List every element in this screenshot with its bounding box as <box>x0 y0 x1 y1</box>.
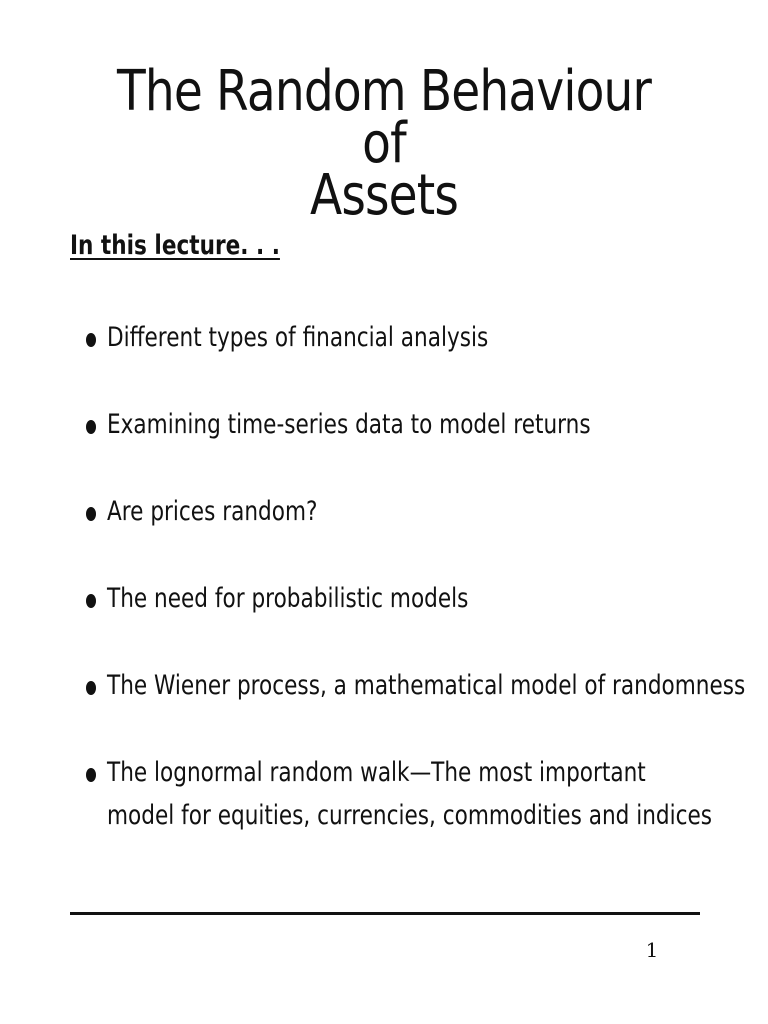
page-title <box>95 59 673 228</box>
bullet-dot-icon <box>86 333 96 347</box>
list-item <box>86 403 726 490</box>
section-heading: In this lecture. . . <box>70 230 280 261</box>
bullet-dot-icon <box>86 768 96 782</box>
page-number: 1 <box>645 938 659 962</box>
bullet-dot-icon <box>86 681 96 695</box>
lecture-topics-list <box>86 316 746 851</box>
list-item-text: Are prices random? <box>107 496 318 527</box>
bullet-dot-icon <box>86 594 96 608</box>
list-item-text: The lognormal random walk—The most important model for equities, currencies, commodities and indices <box>107 757 713 831</box>
list-item-text: The need for probabilistic models <box>107 583 469 614</box>
list-item <box>86 664 746 751</box>
list-item <box>86 316 726 403</box>
title-line-1: The Random Behaviour of <box>116 59 652 176</box>
list-item <box>86 490 726 577</box>
list-item-text: The Wiener process, a mathematical model of randomness <box>107 670 746 701</box>
bullet-dot-icon <box>86 420 96 434</box>
title-line-2: Assets <box>309 163 459 228</box>
footer-divider <box>70 912 700 915</box>
list-item-text: Examining time-series data to model returns <box>107 409 591 440</box>
list-item <box>86 751 726 851</box>
list-item-text: Different types of financial analysis <box>107 322 489 353</box>
bullet-dot-icon <box>86 507 96 521</box>
list-item <box>86 577 726 664</box>
